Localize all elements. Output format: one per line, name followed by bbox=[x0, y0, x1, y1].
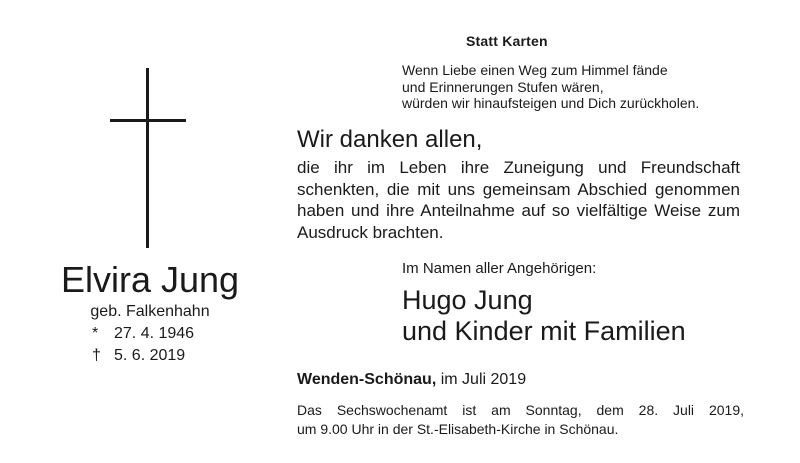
mourner-line: und Kinder mit Familien bbox=[402, 316, 686, 346]
place-date bbox=[297, 370, 526, 390]
cross-vertical-bar bbox=[146, 68, 149, 248]
thanks-line: schenkten, die mit uns gemeinsam Abschied genommen bbox=[297, 179, 740, 199]
notice-line: um 9.00 Uhr in der St.-Elisabeth-Kirche in Schönau. bbox=[297, 421, 619, 437]
mourners-names bbox=[402, 285, 686, 347]
mass-notice bbox=[297, 401, 744, 439]
notice-date: im Juli 2019 bbox=[440, 371, 527, 388]
thanks-line: haben und ihre Anteilnahme auf so vielfältige Weise zum bbox=[297, 201, 740, 220]
poem bbox=[402, 62, 762, 112]
birth-row bbox=[92, 323, 194, 345]
notice-line: Das Sechswochenamt ist am Sonntag, dem 28. Juli 2019, bbox=[297, 402, 744, 418]
poem-line: Wenn Liebe einen Weg zum Himmel fände bbox=[402, 62, 668, 78]
deceased-name: Elvira Jung bbox=[60, 259, 240, 300]
thanks-line: die ihr im Leben ihre Zuneigung und Freundschaft bbox=[297, 158, 740, 177]
birth-date: 27. 4. 1946 bbox=[114, 325, 195, 342]
poem-line: und Erinnerungen Stufen wären, bbox=[402, 78, 604, 95]
death-date: 5. 6. 2019 bbox=[114, 347, 186, 364]
notice-heading: Statt Karten bbox=[466, 33, 548, 49]
life-dates bbox=[92, 323, 194, 367]
thanks-line: Ausdruck brachten. bbox=[297, 222, 444, 242]
place-name: Wenden-Schönau, bbox=[297, 371, 437, 388]
thanks-title: Wir danken allen, bbox=[297, 126, 483, 153]
birth-star-icon: * bbox=[92, 325, 99, 342]
thanks-text bbox=[297, 157, 740, 243]
poem-line: würden wir hinaufsteigen und Dich zurückholen. bbox=[402, 95, 700, 111]
mourners-intro: Im Namen aller Angehörigen: bbox=[402, 260, 597, 277]
maiden-name: geb. Falkenhahn bbox=[90, 303, 210, 320]
death-row bbox=[92, 345, 194, 367]
death-dagger-icon: † bbox=[92, 347, 101, 364]
cross-horizontal-bar bbox=[110, 119, 186, 122]
mourner-line: Hugo Jung bbox=[402, 285, 533, 315]
